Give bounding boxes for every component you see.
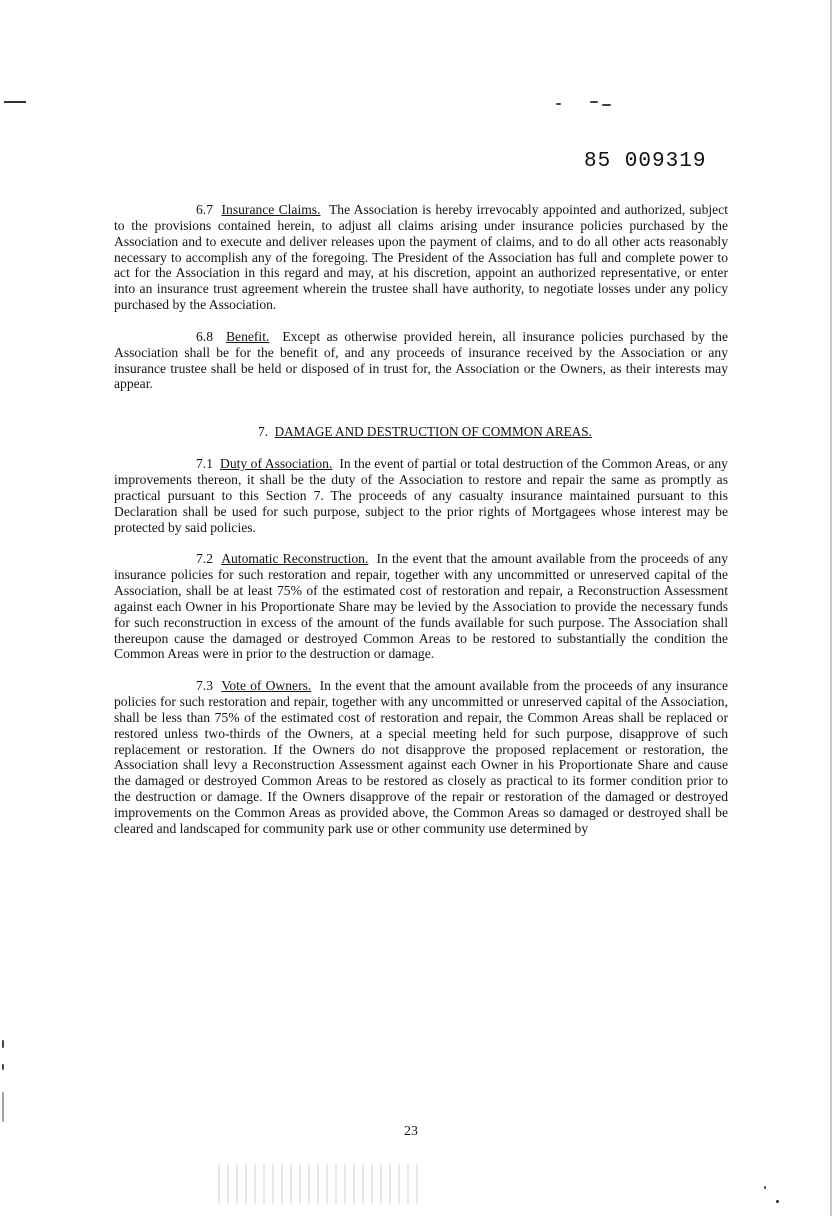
section-title: DAMAGE AND DESTRUCTION OF COMMON AREAS. — [274, 424, 592, 440]
scan-speck — [2, 1092, 4, 1122]
section-title: Duty of Association. — [220, 456, 333, 472]
scan-speck — [602, 104, 611, 106]
section-number: 7.2 — [196, 551, 213, 567]
scan-speck — [556, 103, 561, 105]
section-title: Insurance Claims. — [221, 202, 321, 217]
section-number: 7.1 — [196, 456, 213, 472]
section-number: 6.7 — [196, 202, 213, 217]
scan-noise — [218, 1164, 418, 1204]
document-body — [114, 202, 728, 837]
section-6-8 — [114, 329, 728, 392]
section-7-1 — [114, 456, 728, 535]
section-text: Except as otherwise provided herein, all insurance policies purchased by the Association shall be for the benefit of, and any proceeds of insurance received by the Association or any insurance trustee shall be held or disposed of in trust for, the Association or the Owners, as their interests may appear. — [114, 328, 729, 392]
section-title: Vote of Owners. — [221, 678, 312, 694]
scan-speck — [590, 101, 598, 103]
section-text: In the event that the amount available from the proceeds of any insurance policies for such restoration and repair, together with any uncommitted or unreserved capital of the Association, shall be at least 75% of the estimated cost of restoration and repair, a Reconstruction Assessment against each Owner in his Proportionate Share may be levied by the Association to provide the necessary funds for such reconstruction in excess of the amount of the funds available for such purpose. The Association shall thereupon cause the damaged or destroyed Common Areas to be restored to substantially the condition the Common Areas were in prior to the destruction or damage. — [114, 551, 729, 662]
section-7-heading — [114, 424, 728, 440]
section-7-3 — [114, 678, 728, 836]
page-number: 23 — [404, 1124, 418, 1139]
scan-speck — [776, 1200, 779, 1203]
document-number: 85 009319 — [584, 150, 707, 173]
section-number: 6.8 — [196, 328, 213, 344]
section-text: In the event of partial or total destruction of the Common Areas, or any improvements thereon, it shall be the duty of the Association to restore and repair the same as promptly as practical pursuant to this Section 7. The proceeds of any casualty insurance maintained pursuant to this Declaration shall be used for such purpose, subject to the prior rights of Mortgagees whose interest may be protected by said policies. — [114, 456, 728, 535]
section-title: Automatic Reconstruction. — [221, 551, 369, 567]
section-number: 7.3 — [196, 678, 213, 694]
scan-speck — [2, 1064, 4, 1070]
section-number: 7. — [258, 424, 269, 440]
section-title: Benefit. — [225, 328, 270, 344]
section-6-7 — [114, 202, 728, 313]
section-text: The Association is hereby irrevocably appointed and authorized, subject to the provisions contained herein, to adjust all claims arising under insurance policies purchased by the Association and to execute and deliver releases upon the payment of claims, and to do all other acts reasonably necessary to accomplish any of the foregoing. The President of the Association has full and complete power to act for the Association in this regard and may, at his discretion, appoint an authorized representative, or enter into an insurance trust agreement wherein the trustee shall have authority, to negotiate losses under any policy purchased by the Association. — [114, 202, 728, 313]
margin-mark — [4, 101, 26, 103]
section-7-2 — [114, 551, 728, 662]
section-text: In the event that the amount available from the proceeds of any insurance policies for such restoration and repair, together with any uncommitted or unreserved capital of the Association, shall be less than 75% of the estimated cost of restoration and repair, the Common Areas shall be replaced or restored unless two-thirds of the Owners, at a special meeting held for such purpose, disapprove of such replacement or restoration. If the Owners do not disapprove the proposed replacement or restoration, the Association shall levy a Reconstruction Assessment against each Owner in his Proportionate Share and cause the damaged or destroyed Common Areas to be restored as closely as practical to its former condition prior to the destruction or damage. If the Owners disapprove of the repair or restoration of the damaged or destroyed improvements on the Common Areas as provided above, the Common Areas so damaged or destroyed shall be cleared and landscaped for community park use or other community use determined by — [114, 678, 729, 836]
scan-speck — [2, 1040, 4, 1048]
scan-speck — [764, 1186, 766, 1189]
